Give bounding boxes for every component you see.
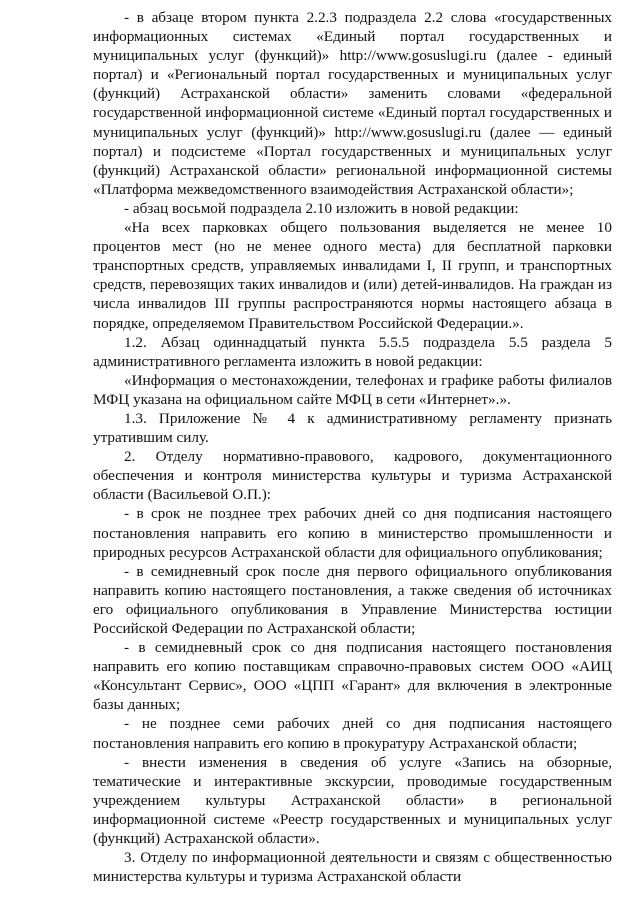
paragraph-1-3: 1.3. Приложение № 4 к административному регламенту признать утратившим силу. (93, 409, 612, 447)
paragraph-mfc-info: «Информация о местонахождении, телефонах и графике работы филиалов МФЦ указана на официальном сайте МФЦ в сети «Интернет».». (93, 371, 612, 408)
paragraph-2-legal-systems: - в семидневный срок со дня подписания настоящего постановления направить его копию поставщикам справочно-правовых систем ООО «АИЦ «Консультант Сервис», ООО «ЦПП «Гарант» для включения в электронные базы данных; (93, 639, 612, 714)
paragraph-amendment-2-10-intro: - абзац восьмой подраздела 2.10 изложить в новой редакции: (124, 199, 519, 217)
paragraph-amendment-2-2-3: - в абзаце втором пункта 2.2.3 подраздела 2.2 слова «государственных информационных системах «Единый портал государственных и муниципальных услуг (функций)» http://www.gosuslugi.ru (далее - единый портал) и «Региональный портал государственных и муниципальных услуг (функций) Астраханской области» заменить словами «федеральной государственной информационной системе «Единый портал государственных и муниципальных услуг (функций)» http://www.gosuslugi.ru (далее — единый портал) и подсистеме «Портал государственных и муниципальных услуг (функций) Астраханской области» региональной информационной системы «Платформа межведомственного взаимодействия Астраханской области»; (93, 9, 612, 198)
paragraph-2-justice: - в семидневный срок после дня первого официального опубликования направить копию настоящего постановления, а также сведения об источниках его официального опубликования в Управление Министерства юстиции Российской Федерации по Астраханской области; (93, 562, 612, 637)
paragraph-3-information: 3. Отделу по информационной деятельности и связям с общественностью министерства культуры и туризма Астраханской области (93, 849, 612, 886)
paragraph-parking-text: «На всех парковках общего пользования выделяется не менее 10 процентов мест (но не менее одного места) для бесплатной парковки транспортных средств, управляемых инвалидами I, II групп, и транспортных средств, перевозящих таких инвалидов и (или) детей-инвалидов. На граждан из числа инвалидов III группы распространяются нормы настоящего абзаца в порядке, определяемом Правительством Российской Федерации.». (93, 219, 612, 332)
paragraph-2-prosecutor: - не позднее семи рабочих дней со дня подписания настоящего постановления направить его копию в прокуратуру Астраханской области; (93, 715, 612, 752)
paragraph-2-department: 2. Отделу нормативно-правового, кадрового, документационного обеспечения и контроля министерства культуры и туризма Астраханской области (Васильевой О.П.): (93, 448, 612, 504)
paragraph-1-2: 1.2. Абзац одиннадцатый пункта 5.5.5 подраздела 5.5 раздела 5 административного регламента изложить в новой редакции: (93, 333, 612, 370)
paragraph-2-publication: - в срок не позднее трех рабочих дней со дня подписания настоящего постановления направить его копию в министерство промышленности и природных ресурсов Астраханской области для официального опубликования; (93, 505, 612, 561)
paragraph-2-registry: - внести изменения в сведения об услуге «Запись на обзорные, тематические и интерактивные экскурсии, проводимые государственным учреждением культуры Астраханской области» в региональной информационной системе «Реестр государственных и муниципальных услуг (функций) Астраханской области». (93, 753, 612, 848)
document-body (93, 8, 612, 886)
